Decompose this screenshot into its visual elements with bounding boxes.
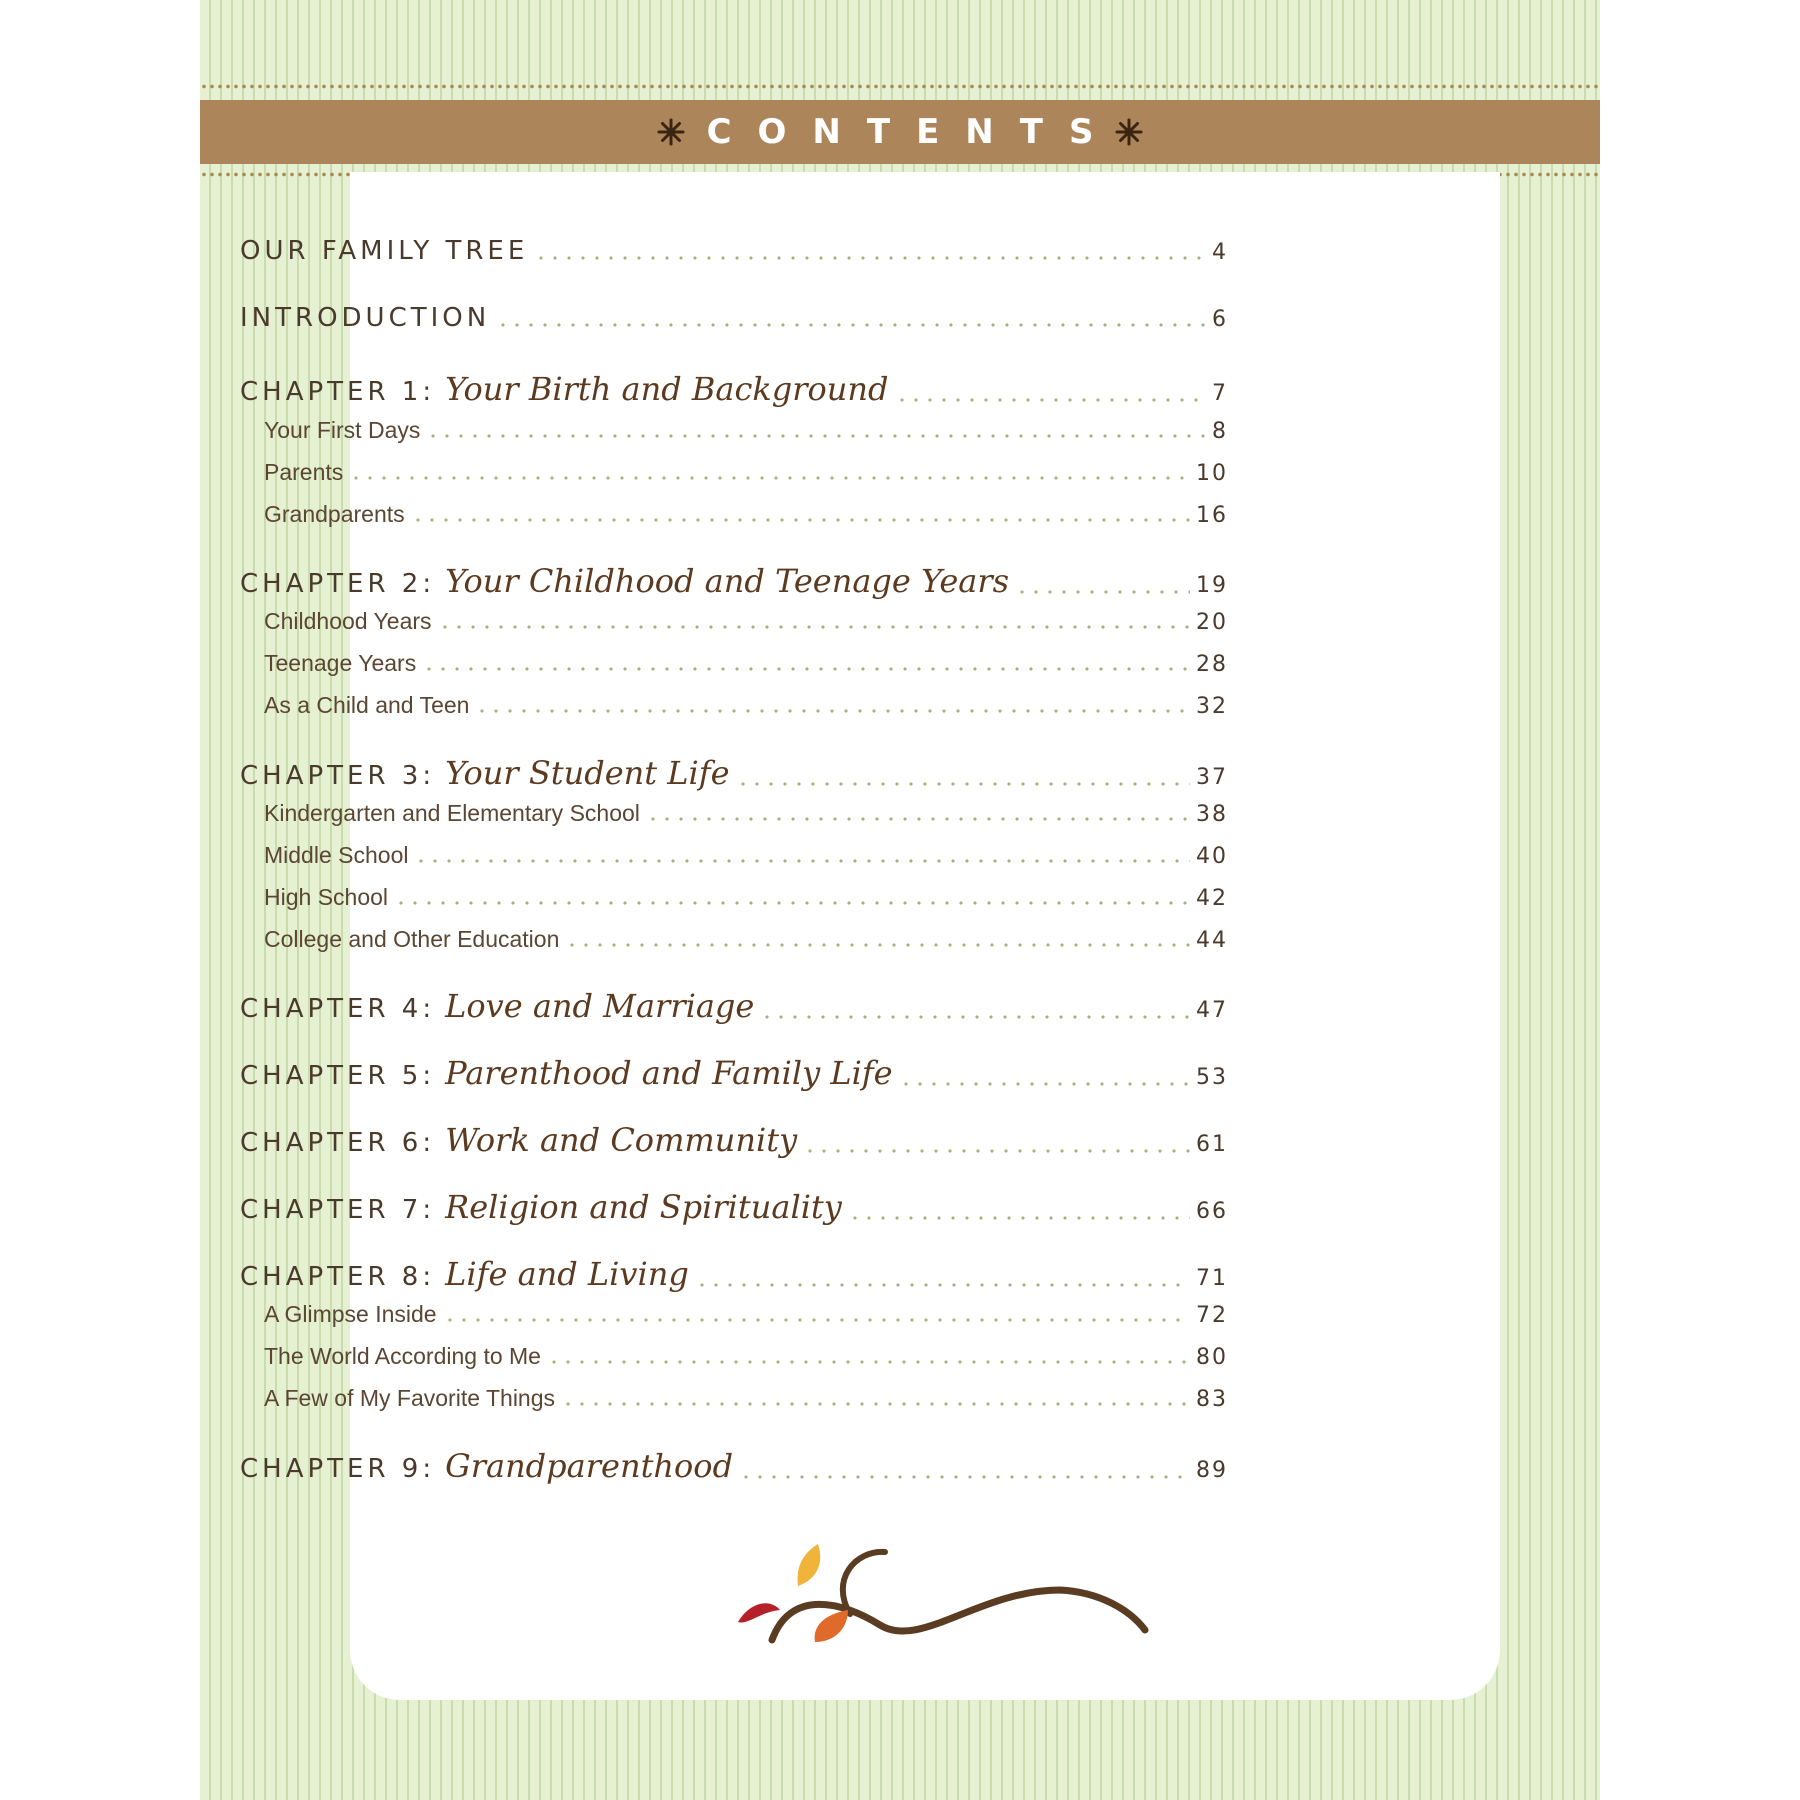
dot-leader — [736, 782, 1190, 786]
flower-star-icon — [1115, 118, 1143, 146]
toc-subentry[interactable] — [264, 800, 1228, 827]
page-number: 66 — [1196, 1199, 1228, 1224]
page-number: 20 — [1196, 610, 1228, 635]
toc-subentry[interactable] — [264, 459, 1228, 486]
page-number: 37 — [1196, 765, 1228, 790]
toc-subentry[interactable] — [264, 650, 1228, 677]
dot-leader — [547, 1360, 1190, 1364]
toc-entry[interactable] — [240, 1255, 1228, 1293]
dot-leader — [438, 625, 1190, 629]
entry-label: CHAPTER 8: — [240, 1262, 436, 1292]
entry-label: CHAPTER 2: — [240, 569, 436, 599]
toc-subentry[interactable] — [264, 926, 1228, 953]
entry-label: CHAPTER 5: — [240, 1061, 436, 1091]
entry-label: CHAPTER 1: — [240, 377, 436, 407]
entry-label: CHAPTER 6: — [240, 1128, 436, 1158]
dot-leader — [739, 1475, 1190, 1479]
dot-leader — [443, 1318, 1190, 1322]
toc-subentry[interactable] — [264, 692, 1228, 719]
dot-leader — [899, 1082, 1190, 1086]
subentry-label: Kindergarten and Elementary School — [264, 800, 640, 826]
toc-subentry[interactable] — [264, 501, 1228, 528]
toc-entry[interactable] — [240, 754, 1228, 792]
dot-leader — [534, 256, 1206, 260]
page-number: 32 — [1196, 694, 1228, 719]
page-number: 47 — [1196, 998, 1228, 1023]
dot-leader — [1015, 590, 1190, 594]
dot-leader — [475, 709, 1190, 713]
entry-label: OUR FAMILY TREE — [240, 236, 529, 266]
dot-leader — [695, 1283, 1190, 1287]
page-number: 16 — [1196, 503, 1228, 528]
entry-label: CHAPTER 7: — [240, 1195, 436, 1225]
flower-star-icon — [657, 118, 685, 146]
chapter-title: Parenthood and Family Life — [445, 1054, 893, 1092]
divider-top — [200, 84, 1600, 89]
dot-leader — [422, 667, 1190, 671]
contents-banner — [200, 100, 1600, 164]
subentry-label: A Glimpse Inside — [264, 1301, 437, 1327]
subentry-label: Teenage Years — [264, 650, 417, 676]
page-number: 42 — [1196, 886, 1228, 911]
page-number: 28 — [1196, 652, 1228, 677]
page-number: 4 — [1212, 240, 1228, 265]
subentry-label: Childhood Years — [264, 608, 432, 634]
page-number: 6 — [1212, 307, 1228, 332]
page-title: CONTENTS — [706, 112, 1120, 152]
toc-subentry[interactable] — [264, 1385, 1228, 1412]
toc-entry[interactable] — [240, 236, 1228, 266]
toc-subentry[interactable] — [264, 1301, 1228, 1328]
page-number: 83 — [1196, 1387, 1228, 1412]
page-number: 61 — [1196, 1132, 1228, 1157]
dot-leader — [349, 476, 1190, 480]
chapter-title: Grandparenthood — [445, 1447, 734, 1485]
leafy-branch-icon — [730, 1530, 1150, 1650]
page-number: 72 — [1196, 1303, 1228, 1328]
chapter-title: Your Childhood and Teenage Years — [445, 562, 1010, 600]
subentry-label: Middle School — [264, 842, 409, 868]
page-number: 89 — [1196, 1458, 1228, 1483]
dot-leader — [561, 1402, 1190, 1406]
page-number: 40 — [1196, 844, 1228, 869]
entry-label: CHAPTER 9: — [240, 1454, 436, 1484]
chapter-title: Love and Marriage — [445, 987, 755, 1025]
toc-entry[interactable] — [240, 1121, 1228, 1159]
toc-subentry[interactable] — [264, 1343, 1228, 1370]
dot-leader — [803, 1149, 1190, 1153]
chapter-title: Work and Community — [445, 1121, 798, 1159]
page-number: 44 — [1196, 928, 1228, 953]
dot-leader — [895, 398, 1207, 402]
page-number: 38 — [1196, 802, 1228, 827]
page-number: 8 — [1212, 419, 1228, 444]
dot-leader — [760, 1015, 1190, 1019]
toc-subentry[interactable] — [264, 884, 1228, 911]
toc-entry[interactable] — [240, 1188, 1228, 1226]
chapter-title: Religion and Spirituality — [445, 1188, 842, 1226]
dot-leader — [426, 434, 1206, 438]
page-number: 71 — [1196, 1266, 1228, 1291]
subentry-label: Parents — [264, 459, 344, 485]
subentry-label: High School — [264, 884, 389, 910]
entry-label: INTRODUCTION — [240, 303, 491, 333]
entry-label: CHAPTER 3: — [240, 761, 436, 791]
page-number: 80 — [1196, 1345, 1228, 1370]
toc-entry[interactable] — [240, 303, 1228, 333]
toc-entry[interactable] — [240, 370, 1228, 408]
dot-leader — [414, 859, 1190, 863]
dot-leader — [565, 943, 1190, 947]
toc-subentry[interactable] — [264, 417, 1228, 444]
chapter-title: Your Birth and Background — [445, 370, 889, 408]
toc-entry[interactable] — [240, 1447, 1228, 1485]
page-number: 19 — [1196, 573, 1228, 598]
subentry-label: The World According to Me — [264, 1343, 541, 1369]
dot-leader — [394, 901, 1190, 905]
toc-entry[interactable] — [240, 562, 1228, 600]
subentry-label: Grandparents — [264, 501, 405, 527]
subentry-label: Your First Days — [264, 417, 421, 443]
page-number: 10 — [1196, 461, 1228, 486]
subentry-label: College and Other Education — [264, 926, 560, 952]
dot-leader — [411, 518, 1190, 522]
entry-label: CHAPTER 4: — [240, 994, 436, 1024]
toc-subentry[interactable] — [264, 608, 1228, 635]
dot-leader — [496, 323, 1206, 327]
page-number: 53 — [1196, 1065, 1228, 1090]
dot-leader — [848, 1216, 1190, 1220]
chapter-title: Your Student Life — [445, 754, 730, 792]
toc-subentry[interactable] — [264, 842, 1228, 869]
toc-entry[interactable] — [240, 1054, 1228, 1092]
subentry-label: As a Child and Teen — [264, 692, 470, 718]
dot-leader — [646, 817, 1190, 821]
toc-entry[interactable] — [240, 987, 1228, 1025]
subentry-label: A Few of My Favorite Things — [264, 1385, 556, 1411]
chapter-title: Life and Living — [445, 1255, 689, 1293]
page-number: 7 — [1212, 381, 1228, 406]
